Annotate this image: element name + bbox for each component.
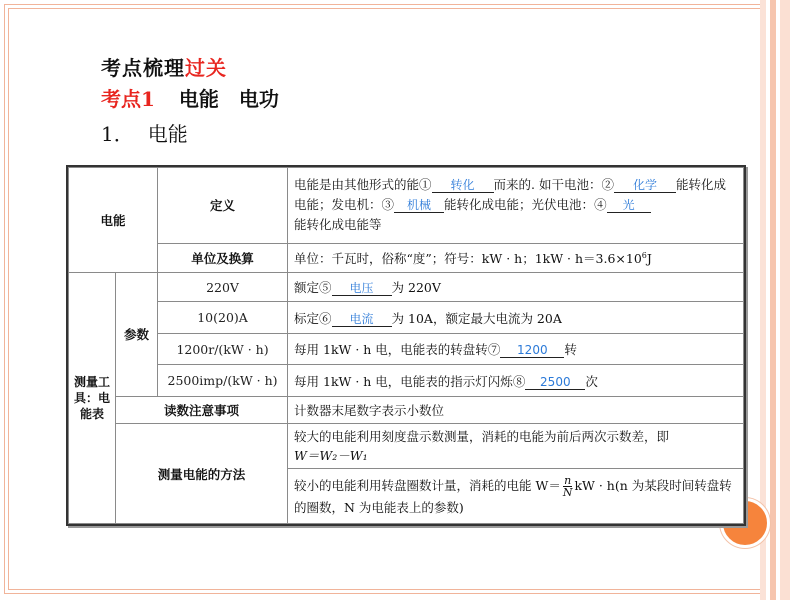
cell-reading-label: 读数注意事项 (116, 396, 288, 423)
cell-method-small: 较小的电能利用转盘圈数计量，消耗的电能 W＝ $\frac{n}{N}$ kW · h(n 为某段时间转盘转的圈数，N 为电能表上的参数) (288, 469, 744, 524)
cell-unit-label: 单位及换算 (158, 243, 288, 272)
fraction-n-over-N: $\frac{n}{N}$ (562, 473, 573, 499)
answer-blank-7: 1200 (500, 343, 564, 358)
topic-word-2: 电功 (238, 87, 279, 111)
cell-method-label: 测量电能的方法 (116, 424, 288, 524)
cell-definition-label: 定义 (158, 168, 288, 244)
subsection-title: 电能 (147, 122, 188, 146)
cell-param-1200: 1200r/(kW · h) (158, 333, 288, 365)
table-row-param-2500 (69, 365, 744, 397)
cell-method-large: 较大的电能利用刻度盘示数测量，消耗的电能为前后两次示数差，即 W＝W₂－W₁ (288, 424, 744, 469)
cell-param-220: 220V (158, 273, 288, 302)
knowledge-table (66, 165, 746, 526)
heading-highlight: 过关 (185, 56, 227, 80)
cell-param-10: 10(20)A (158, 302, 288, 334)
cell-param-2500: 2500imp/(kW · h) (158, 365, 288, 397)
answer-blank-8: 2500 (525, 375, 585, 390)
cell-param-10-text: 标定⑥ 电流 为 10A，额定最大电流为 20A (288, 302, 744, 334)
cell-definition-text: 电能是由其他形式的能① 转化 而来的. 如干电池：② 化学 能转化成电能；发电机：③ 机械 能转化成电能；光伏电池：④ 光 能转化成电能等 (288, 168, 744, 244)
table-row-definition (69, 168, 744, 244)
cell-meter-label: 测量工具：电能表 (69, 273, 116, 524)
subsection-number: 1． (101, 122, 134, 146)
table-row-param-1200 (69, 333, 744, 365)
answer-blank-6: 电流 (332, 312, 392, 327)
table-row-param-10 (69, 302, 744, 334)
table-row-reading (69, 396, 744, 423)
answer-blank-3: 机械 (394, 198, 444, 213)
answer-blank-4: 光 (607, 198, 651, 213)
cell-param-1200-text: 每用 1kW · h 电，电能表的转盘转⑦ 1200 转 (288, 333, 744, 365)
table-row-param-220 (69, 273, 744, 302)
cell-energy-label: 电能 (69, 168, 158, 273)
cell-params-label: 参数 (116, 273, 158, 397)
subsection-heading (101, 118, 188, 147)
cell-unit-text: 单位：千瓦时，俗称“度”；符号：kW · h；$1kW \cdot h=3.6\times 10^6J$ (288, 243, 744, 272)
table-row-method-1 (69, 424, 744, 469)
cell-param-2500-text: 每用 1kW · h 电，电能表的指示灯闪烁⑧ 2500 次 (288, 365, 744, 397)
topic-heading (101, 83, 279, 112)
answer-blank-1: 转化 (432, 178, 494, 193)
cell-reading-text: 计数器末尾数字表示小数位 (288, 396, 744, 423)
section-heading (101, 52, 227, 81)
topic-label: 考点1 (101, 87, 155, 111)
answer-blank-2: 化学 (614, 178, 676, 193)
heading-text: 考点梳理 (101, 56, 185, 80)
cell-param-220-text: 额定⑤ 电压 为 220V (288, 273, 744, 302)
answer-blank-5: 电压 (332, 281, 392, 296)
table-row-unit (69, 243, 744, 272)
topic-word-1: 电能 (178, 87, 219, 111)
